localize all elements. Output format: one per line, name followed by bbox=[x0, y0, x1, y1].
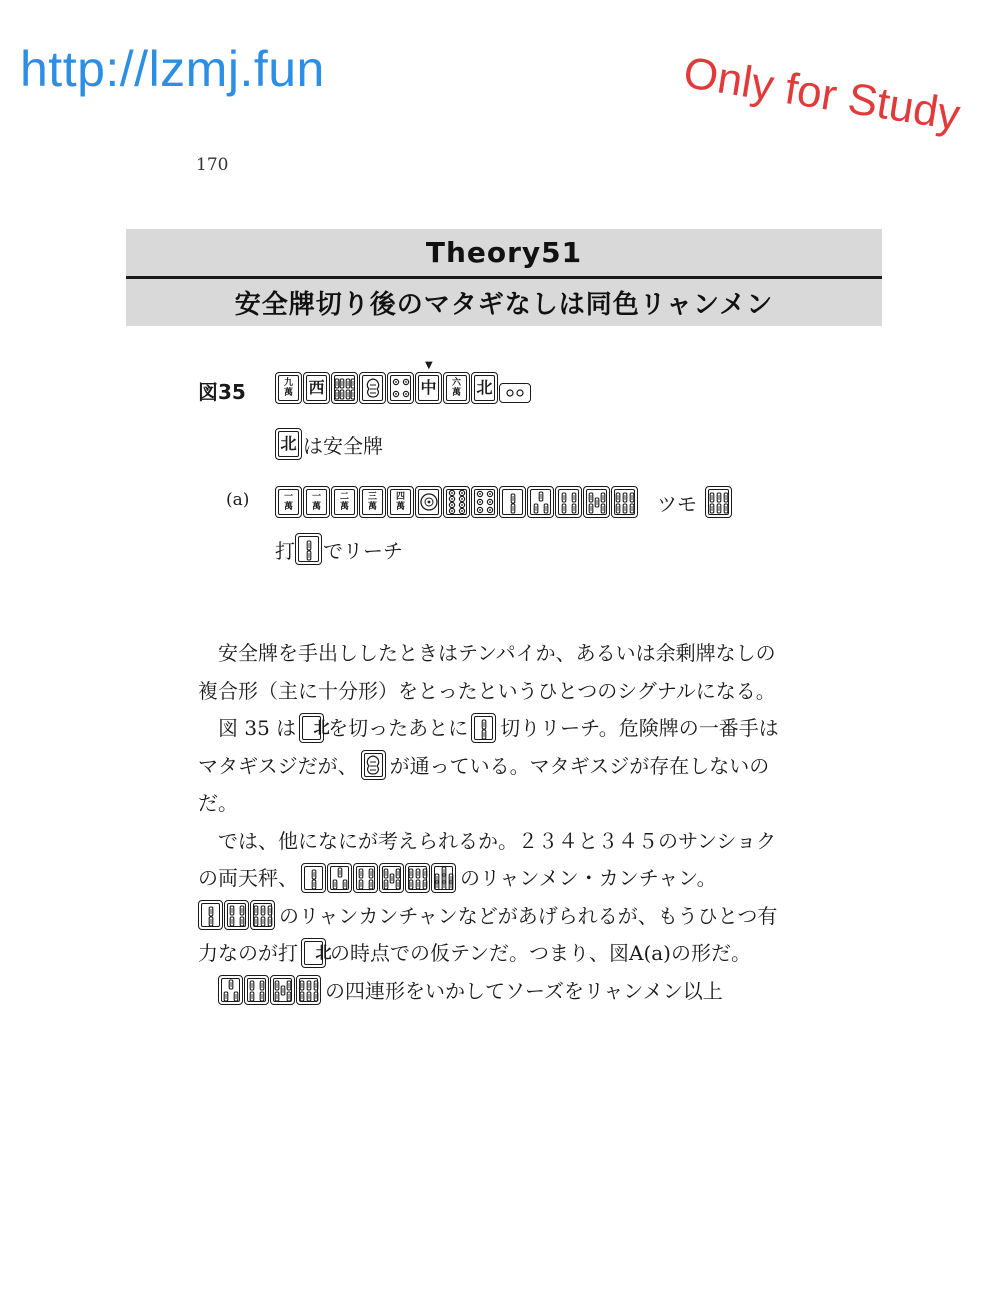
paragraph-2: 図 35 は 北 を切ったあとに 切りリーチ。危険牌の一番手はマタギスジだが、 が通っている。マタギスジが存在しないのだ。 bbox=[198, 710, 783, 823]
4-sou-tile-icon bbox=[353, 863, 378, 893]
2-sou-tile-icon bbox=[301, 863, 326, 893]
north-wind-tile-icon: 北 bbox=[301, 938, 326, 968]
6-sou-tile-icon bbox=[405, 863, 430, 893]
draw-label: ツモ bbox=[657, 491, 697, 516]
1-sou-tile-icon bbox=[359, 372, 386, 404]
1-pin-tile-icon bbox=[415, 486, 442, 518]
subtitle-banner bbox=[126, 279, 882, 326]
safe-tile-note-text: は安全牌 bbox=[303, 433, 383, 458]
4-sou-tile-icon bbox=[555, 486, 582, 518]
west-wind-tile-icon: 西 bbox=[303, 372, 330, 404]
2-sou-tile-icon bbox=[471, 713, 496, 743]
4-man-tile-icon: 四 萬 bbox=[387, 486, 414, 518]
6-man-tile-icon: 六 萬 bbox=[443, 372, 470, 404]
2-sou-tile-icon bbox=[198, 900, 223, 930]
paragraph-1: 安全牌を手出ししたときはテンパイか、あるいは余剰牌なしの複合形（主に十分形）をとったというひとつのシグナルになる。 bbox=[198, 641, 776, 703]
2-man-tile-icon: 二 萬 bbox=[331, 486, 358, 518]
theory-title: Theory51 bbox=[425, 236, 583, 269]
north-wind-tile-icon: 北 bbox=[471, 372, 498, 404]
5-sou-tile-icon bbox=[270, 975, 295, 1005]
6-sou-tile-icon bbox=[296, 975, 321, 1005]
subfigure-label: (a) bbox=[226, 490, 250, 510]
3-sou-tile-icon bbox=[218, 975, 243, 1005]
1-man-tile-icon: 一 萬 bbox=[303, 486, 330, 518]
2-sou-tile-icon bbox=[295, 533, 322, 565]
4-pin-tile-icon bbox=[387, 372, 414, 404]
body-text bbox=[198, 635, 783, 1010]
8-pin-tile-icon bbox=[443, 486, 470, 518]
paragraph-3: では、他になにが考えられるか。２３４と３４５のサンショクの両天秤、 のリャンメン・カンチャン。 のリャンカンチャンなどがあげられるが、もうひとつ有力なのが打 北 の時点での仮テンだ。つまり、図A(a)の形だ。 bbox=[198, 823, 783, 973]
page-number: 170 bbox=[196, 155, 229, 175]
watermark-url: http://lzmj.fun bbox=[20, 41, 325, 97]
3-sou-tile-icon bbox=[527, 486, 554, 518]
theory-banner bbox=[126, 229, 882, 276]
3-man-tile-icon: 三 萬 bbox=[359, 486, 386, 518]
5-sou-tile-icon bbox=[379, 863, 404, 893]
paragraph-4: の四連形をいかしてソーズをリャンメン以上 bbox=[198, 973, 783, 1011]
north-wind-tile-icon: 北 bbox=[299, 713, 324, 743]
9-man-tile-icon: 九 萬 bbox=[275, 372, 302, 404]
1-sou-tile-icon bbox=[361, 750, 386, 780]
discard-riichi-line bbox=[275, 533, 403, 565]
6-sou-tile-icon bbox=[250, 900, 275, 930]
figure-label: 図35 bbox=[198, 380, 246, 404]
discard-prefix: 打 bbox=[275, 538, 295, 563]
4-sou-tile-icon bbox=[244, 975, 269, 1005]
watermark-study: Only for Study bbox=[680, 48, 964, 141]
5-sou-tile-icon bbox=[583, 486, 610, 518]
8-sou-tile-icon bbox=[331, 372, 358, 404]
riichi-marker-icon: ▼ bbox=[425, 360, 433, 371]
hand-a-row bbox=[275, 486, 733, 518]
6-sou-tile-icon bbox=[611, 486, 638, 518]
7-sou-tile-icon bbox=[431, 863, 456, 893]
6-pin-tile-icon bbox=[471, 486, 498, 518]
2-sou-tile-icon bbox=[499, 486, 526, 518]
3-sou-tile-icon bbox=[327, 863, 352, 893]
north-wind-tile-icon: 北 bbox=[275, 428, 302, 460]
discard-tiles-row bbox=[275, 360, 532, 404]
4-sou-tile-icon bbox=[224, 900, 249, 930]
1-man-tile-icon: 一 萬 bbox=[275, 486, 302, 518]
safe-tile-note bbox=[275, 428, 383, 460]
2-pin-tile-icon bbox=[499, 383, 531, 403]
theory-subtitle: 安全牌切り後のマタギなしは同色リャンメン bbox=[234, 290, 774, 320]
discard-suffix: でリーチ bbox=[323, 538, 403, 563]
6-sou-tile-icon bbox=[705, 486, 732, 518]
red-dragon-tile-icon: 中 ▼ bbox=[415, 372, 442, 404]
